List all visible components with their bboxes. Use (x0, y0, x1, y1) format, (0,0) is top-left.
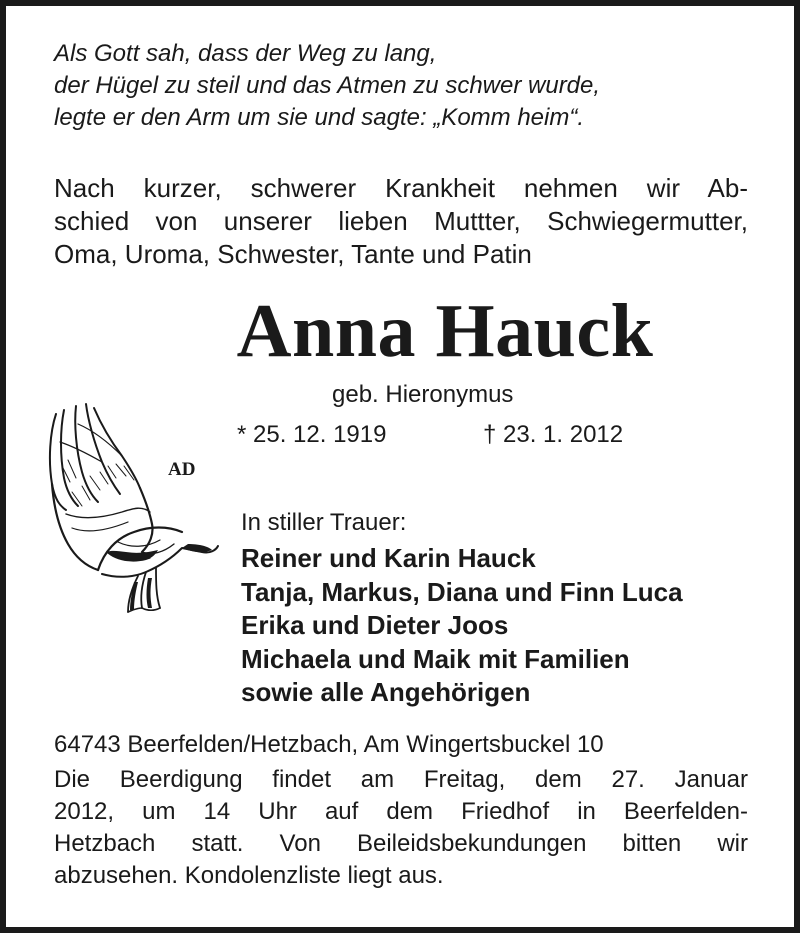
funeral-info (54, 764, 748, 892)
funeral-line: Hetzbach statt. Von Beileidsbekundungen bitten wir (54, 830, 748, 857)
intro-line: Oma, Uroma, Schwester, Tante und Patin (54, 239, 532, 269)
intro-line: Nach kurzer, schwerer Krankheit nehmen wir Ab- (54, 173, 748, 203)
mourner-line: sowie alle Angehörigen (241, 677, 531, 707)
life-dates (237, 420, 624, 450)
funeral-line: abzusehen. Kondolenzliste liegt aus. (54, 862, 444, 889)
mourners-list (241, 542, 683, 710)
intro-line: schied von unserer lieben Muttter, Schwiegermutter, (54, 206, 748, 236)
deceased-name: Anna Hauck (236, 289, 654, 373)
mourner-line: Reiner und Karin Hauck (241, 543, 536, 573)
duerer-monogram-icon: AD (168, 459, 196, 480)
birth-date: * 25. 12. 1919 (237, 421, 387, 448)
funeral-line: 2012, um 14 Uhr auf dem Friedhof in Beerfelden- (54, 798, 748, 825)
verse-line: der Hügel zu steil und das Atmen zu schwer wurde, (54, 72, 601, 99)
death-date: † 23. 1. 2012 (483, 421, 624, 448)
address-line: 64743 Beerfelden/Hetzbach, Am Wingertsbuckel 10 (54, 731, 604, 758)
mourning-label: In stiller Trauer: (241, 509, 407, 536)
verse-line: Als Gott sah, dass der Weg zu lang, (54, 40, 437, 67)
praying-hands-icon (42, 402, 220, 614)
intro-text (54, 172, 748, 271)
verse-line: legte er den Arm um sie und sagte: „Komm heim“. (54, 104, 584, 131)
mourner-line: Michaela und Maik mit Familien (241, 643, 630, 674)
funeral-line: Die Beerdigung findet am Freitag, dem 27. Januar (54, 766, 748, 793)
mourner-line: Tanja, Markus, Diana und Finn Luca (241, 576, 683, 607)
mourner-line: Erika und Dieter Joos (241, 610, 509, 640)
memorial-verse (54, 38, 600, 134)
birth-name: geb. Hieronymus (332, 381, 514, 408)
